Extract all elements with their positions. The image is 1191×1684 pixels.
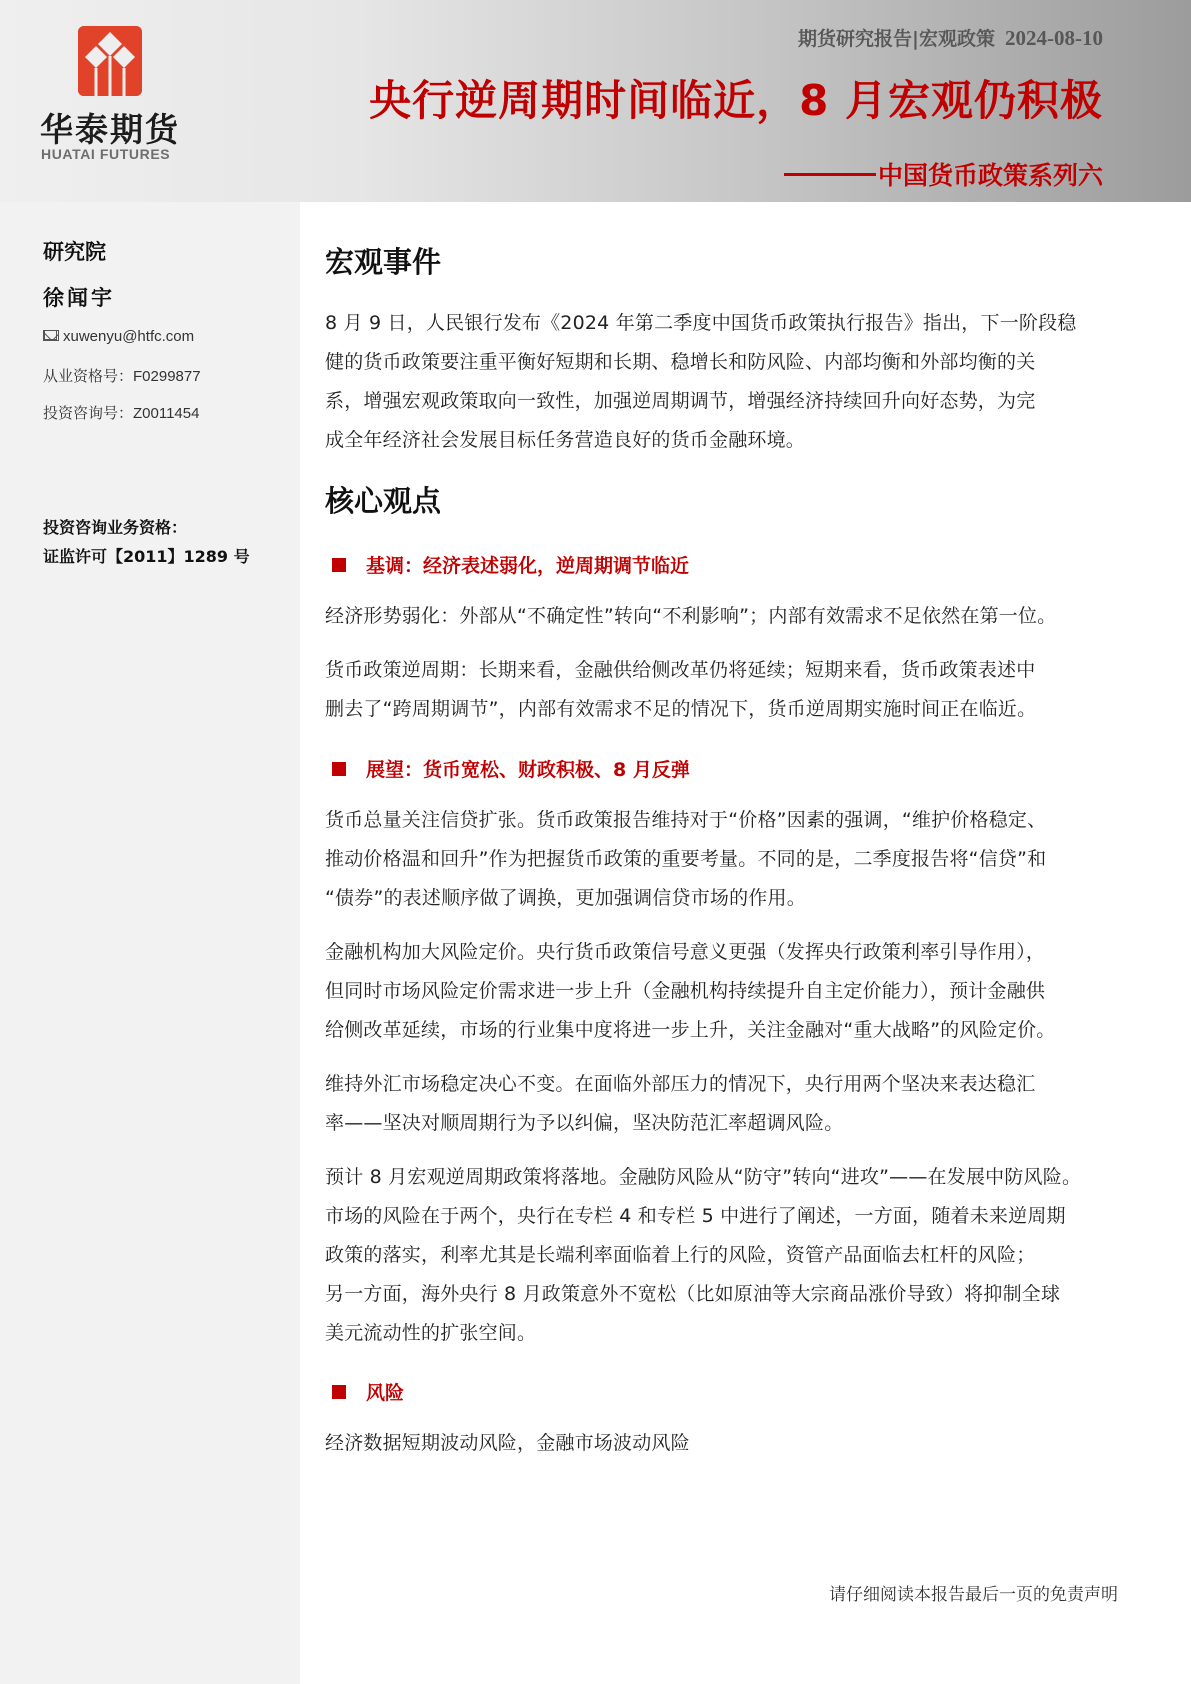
author-name: 徐闻宇 xyxy=(43,285,115,310)
text-line: 健的货币政策要注重平衡好短期和长期、稳增长和防风险、内部均衡和外部均衡的关 xyxy=(325,351,1036,373)
subsection-heading xyxy=(332,551,689,578)
text-line: 货币政策逆周期：长期来看，金融供给侧改革仍将延续；短期来看，货币政策表述中 xyxy=(325,659,1036,681)
paragraph xyxy=(325,1158,1125,1353)
qualification-label: 投资咨询业务资格： xyxy=(43,518,188,537)
paragraph xyxy=(325,801,1125,918)
practice-cert-number: 从业资格号：F0299877 xyxy=(43,368,201,385)
huatai-logo-icon xyxy=(78,26,142,96)
subtitle-dash xyxy=(784,173,876,176)
text-line: 预计 8 月宏观逆周期政策将落地。金融防风险从“防守”转向“进攻”——在发展中防风险。 xyxy=(325,1166,1082,1188)
paragraph xyxy=(325,933,1125,1050)
text-line: 另一方面，海外央行 8 月政策意外不宽松（比如原油等大宗商品涨价导致）将抑制全球 xyxy=(325,1283,1061,1305)
report-title: 央行逆周期时间临近，8 月宏观仍积极 xyxy=(369,76,1103,125)
square-bullet-icon xyxy=(332,762,346,776)
text-line: 8 月 9 日，人民银行发布《2024 年第二季度中国货币政策执行报告》指出，下一阶段稳 xyxy=(325,312,1077,334)
text-line: 系，增强宏观政策取向一致性，加强逆周期调节，增强经济持续回升向好态势，为完 xyxy=(325,390,1036,412)
envelope-icon xyxy=(43,330,59,341)
text-line: 成全年经济社会发展目标任务营造良好的货币金融环境。 xyxy=(325,429,806,451)
logo-english-name: HUATAI FUTURES xyxy=(41,146,171,162)
text-line: 推动价格温和回升”作为把握货币政策的重要考量。不同的是，二季度报告将“信贷”和 xyxy=(325,848,1047,870)
subsection-heading xyxy=(332,755,690,782)
heading-text: 风险 xyxy=(366,1382,405,1404)
consult-cert-number: 投资咨询号：Z0011454 xyxy=(43,405,200,422)
section-title-macro-events: 宏观事件 xyxy=(325,245,442,279)
report-header xyxy=(0,0,1191,202)
heading-text: 基调：经济表述弱化，逆周期调节临近 xyxy=(366,555,690,577)
text-line: 率——坚决对顺周期行为予以纠偏，坚决防范汇率超调风险。 xyxy=(325,1112,844,1134)
paragraph xyxy=(325,304,1125,460)
author-sidebar xyxy=(0,202,300,1684)
logo-chinese-name: 华泰期货 xyxy=(40,110,180,149)
text-line: “债券”的表述顺序做了调换，更加强调信贷市场的作用。 xyxy=(325,887,806,909)
text-line: 但同时市场风险定价需求进一步上升（金融机构持续提升自主定价能力），预计金融供 xyxy=(325,980,1046,1002)
subsection-heading xyxy=(332,1378,404,1405)
department-label: 研究院 xyxy=(43,240,106,264)
subtitle-text: 中国货币政策系列六 xyxy=(877,161,1103,190)
text-line: 经济数据短期波动风险，金融市场波动风险 xyxy=(325,1432,690,1454)
report-subtitle xyxy=(784,156,1103,192)
disclaimer-note: 请仔细阅读本报告最后一页的免责声明 xyxy=(829,1585,1118,1605)
paragraph xyxy=(325,1424,1125,1463)
email-text[interactable]: xuwenyu@htfc.com xyxy=(63,328,195,345)
paragraph xyxy=(325,1065,1125,1143)
section-title-core-views: 核心观点 xyxy=(325,484,442,518)
heading-text: 展望：货币宽松、财政积极、8 月反弹 xyxy=(366,759,690,781)
author-email xyxy=(43,328,194,345)
text-line: 政策的落实，利率尤其是长端利率面临着上行的风险，资管产品面临去杠杆的风险； xyxy=(325,1244,1036,1266)
text-line: 金融机构加大风险定价。央行货币政策信号意义更强（发挥央行政策利率引导作用）， xyxy=(325,941,1046,963)
report-date: 2024-08-10 xyxy=(1005,26,1103,50)
text-line: 市场的风险在于两个，央行在专栏 4 和专栏 5 中进行了阐述，一方面，随着未来逆周期 xyxy=(325,1205,1066,1227)
text-line: 维持外汇市场稳定决心不变。在面临外部压力的情况下，央行用两个坚决来表达稳汇 xyxy=(325,1073,1036,1095)
report-type: 期货研究报告|宏观政策 xyxy=(798,28,995,50)
paragraph xyxy=(325,651,1125,729)
square-bullet-icon xyxy=(332,1385,346,1399)
text-line: 美元流动性的扩张空间。 xyxy=(325,1322,537,1344)
report-meta xyxy=(798,24,1103,51)
text-line: 删去了“跨周期调节”，内部有效需求不足的情况下，货币逆周期实施时间正在临近。 xyxy=(325,698,1037,720)
text-line: 经济形势弱化：外部从“不确定性”转向“不利影响”；内部有效需求不足依然在第一位。 xyxy=(325,605,1057,627)
qualification-value: 证监许可【2011】1289 号 xyxy=(43,547,250,566)
text-line: 给侧改革延续，市场的行业集中度将进一步上升，关注金融对“重大战略”的风险定价。 xyxy=(325,1019,1056,1041)
paragraph xyxy=(325,597,1125,636)
text-line: 货币总量关注信贷扩张。货币政策报告维持对于“价格”因素的强调，“维护价格稳定、 xyxy=(325,809,1047,831)
square-bullet-icon xyxy=(332,558,346,572)
